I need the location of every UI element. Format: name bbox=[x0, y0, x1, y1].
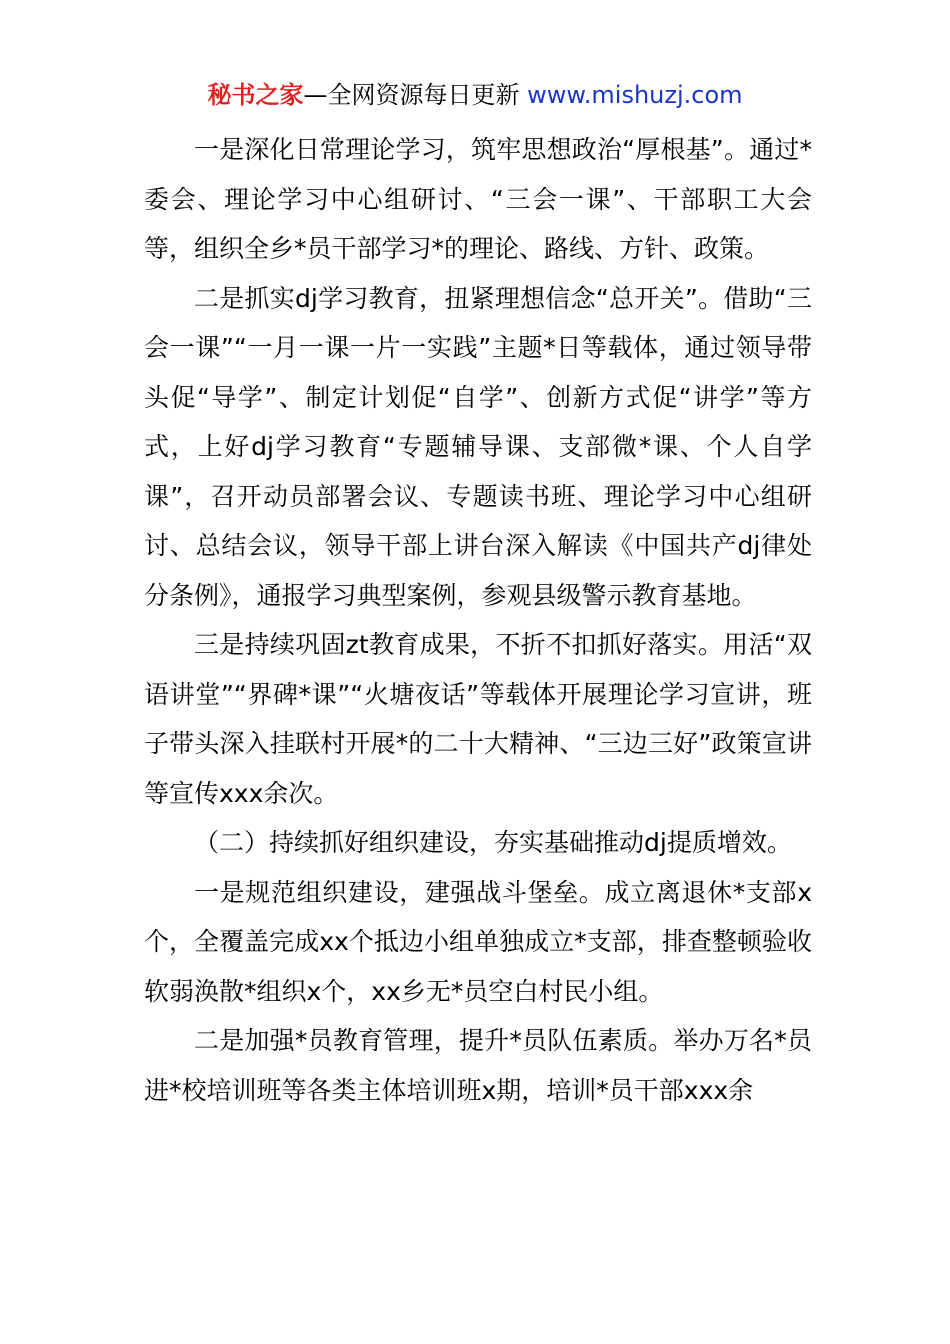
paragraph: 二是抓实dj学习教育，扭紧理想信念“总开关”。借助“三会一课”“一月一课一片一实践”主题*日等载体，通过领导带头促“导学”、制定计划促“自学”、创新方式促“讲学”等方式，上好dj学习教育“专题辅导课、支部微*课、个人自学课”，召开动员部署会议、专题读书班、理论学习中心组研讨、总结会议，领导干部上讲台深入解读《中国共产dj律处分条例》，通报学习典型案例，参观县级警示教育基地。 bbox=[144, 283, 812, 610]
paragraph: 一是深化日常理论学习，筑牢思想政治“厚根基”。通过*委会、理论学习中心组研讨、“三会一课”、干部职工大会等，组织全乡*员干部学习*的理论、路线、方针、政策。 bbox=[144, 135, 812, 263]
paragraph: 三是持续巩固zt教育成果，不折不扣抓好落实。用活“双语讲堂”“界碑*课”“火塘夜话”等载体开展理论学习宣讲，班子带头深入挂联村开展*的二十大精神、“三边三好”政策宣讲等宣传xxx余次。 bbox=[144, 630, 812, 808]
document-body bbox=[144, 125, 812, 1115]
paragraph: 一是规范组织建设，建强战斗堡垒。成立离退休*支部x个，全覆盖完成xx个抵边小组单独成立*支部，排查整顿验收软弱涣散*组织x个，xx乡无*员空白村民小组。 bbox=[144, 877, 812, 1006]
site-header bbox=[0, 78, 950, 112]
site-tagline: —全网资源每日更新 bbox=[303, 81, 528, 109]
section-heading: （二）持续抓好组织建设，夯实基础推动dj提质增效。 bbox=[194, 828, 792, 857]
site-url[interactable]: www.mishuzj.com bbox=[527, 81, 743, 109]
site-brand: 秘书之家 bbox=[207, 81, 304, 109]
paragraph: 二是加强*员教育管理，提升*员队伍素质。举办万名*员进*校培训班等各类主体培训班x期，培训*员干部xxx余 bbox=[144, 1026, 812, 1105]
